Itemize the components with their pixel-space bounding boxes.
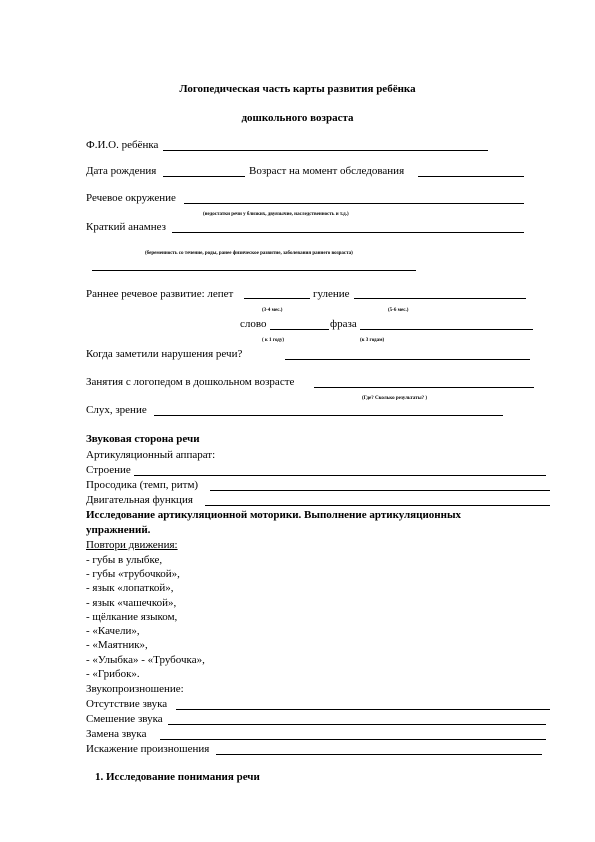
early-speech-label: Раннее речевое развитие: лепет	[86, 288, 234, 300]
exercise-item: - «Грибок».	[86, 668, 140, 680]
fio-label: Ф.И.О. ребёнка	[86, 139, 159, 151]
anamnesis-label: Краткий анамнез	[86, 221, 166, 233]
age-at-exam-label: Возраст на момент обследования	[249, 165, 405, 177]
sessions-line[interactable]	[314, 387, 534, 388]
shift-label: Смешение звука	[86, 713, 163, 725]
sound-side-heading: Звуковая сторона речи	[86, 433, 200, 445]
replace-label: Замена звука	[86, 728, 147, 740]
word-label: слово	[240, 318, 267, 330]
anamnesis-note: (беременность со течение, роды, ранее физическое развитие, заболевания раннего возраста)	[145, 251, 353, 256]
structure-line[interactable]	[134, 475, 546, 476]
exercise-item: - губы «трубочкой»,	[86, 568, 180, 580]
hearing-label: Слух, зрение	[86, 404, 147, 416]
phrase-note: (к 3 годам)	[360, 338, 385, 343]
noticed-line[interactable]	[285, 359, 530, 360]
document-title-line2: дошкольного возраста	[241, 112, 354, 124]
hearing-line[interactable]	[154, 415, 503, 416]
fio-line[interactable]	[163, 150, 488, 151]
prosody-label: Просодика (темп, ритм)	[86, 479, 199, 491]
phrase-label: фраза	[330, 318, 357, 330]
exercise-item: - «Улыбка» - «Трубочка»,	[86, 654, 205, 666]
birth-date-line[interactable]	[163, 176, 245, 177]
phrase-line[interactable]	[360, 329, 533, 330]
cooing-line[interactable]	[354, 298, 526, 299]
motor-study-heading-line1: Исследование артикуляционной моторики. Выполнение артикуляционных	[86, 509, 462, 521]
pronunciation-heading: Звукопроизношение:	[86, 683, 184, 695]
sessions-label: Занятия с логопедом в дошкольном возрасте	[86, 376, 295, 388]
exercise-item: - язык «лопаткой»,	[86, 582, 174, 594]
babble-note: (3-4 мес.)	[262, 308, 283, 313]
exercise-item: - «Маятник»,	[86, 639, 148, 651]
exercise-item: - губы в улыбке,	[86, 554, 163, 566]
cooing-label: гуление	[313, 288, 350, 300]
anamnesis-line-2[interactable]	[92, 270, 416, 271]
distortion-line[interactable]	[216, 754, 542, 755]
motor-study-heading-line2: упражнений.	[86, 524, 151, 536]
section-1-heading: 1. Исследование понимания речи	[95, 771, 260, 783]
document-title-line1: Логопедическая часть карты развития ребёнка	[179, 83, 416, 95]
artic-apparatus-label: Артикуляционный аппарат:	[86, 449, 216, 461]
speech-env-line[interactable]	[184, 203, 524, 204]
birth-date-label: Дата рождения	[86, 165, 157, 177]
word-line[interactable]	[270, 329, 329, 330]
repeat-movements-label: Повтори движения:	[86, 539, 178, 551]
word-note: ( к 1 году)	[262, 338, 284, 343]
absence-label: Отсутствие звука	[86, 698, 168, 710]
sessions-note: (Где? Сколько результаты? )	[362, 396, 428, 401]
speech-env-label: Речевое окружение	[86, 192, 176, 204]
distortion-label: Искажение произношения	[86, 743, 210, 755]
cooing-note: (5-6 мес.)	[388, 308, 409, 313]
babble-line[interactable]	[244, 298, 310, 299]
structure-label: Строение	[86, 464, 131, 476]
exercise-item: - «Качели»,	[86, 625, 140, 637]
anamnesis-line[interactable]	[172, 232, 524, 233]
age-at-exam-line[interactable]	[418, 176, 524, 177]
speech-env-note: (недостатки речи у близких, двуязычие, наследственность и т.д.)	[203, 212, 349, 217]
motor-function-line[interactable]	[205, 505, 550, 506]
shift-line[interactable]	[168, 724, 546, 725]
exercise-item: - щёлкание языком,	[86, 611, 178, 623]
noticed-label: Когда заметили нарушения речи?	[86, 348, 243, 360]
replace-line[interactable]	[160, 739, 546, 740]
exercise-item: - язык «чашечкой»,	[86, 597, 177, 609]
prosody-line[interactable]	[210, 490, 550, 491]
motor-function-label: Двигательная функция	[86, 494, 193, 506]
absence-line[interactable]	[176, 709, 550, 710]
